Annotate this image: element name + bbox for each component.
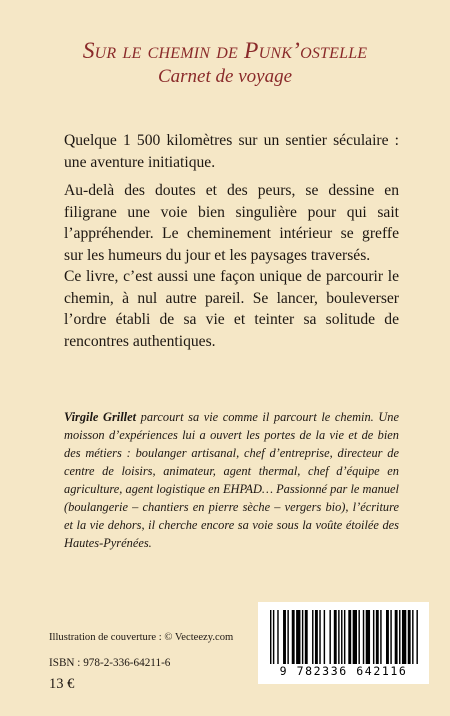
barcode-bar bbox=[329, 610, 330, 664]
barcode-bar bbox=[416, 610, 417, 664]
barcode-bar bbox=[358, 610, 359, 664]
barcode-bar bbox=[315, 610, 318, 664]
barcode-bar bbox=[395, 610, 398, 664]
barcode-bar bbox=[270, 610, 271, 664]
barcode-bar bbox=[344, 610, 345, 664]
barcode-bar bbox=[412, 610, 413, 664]
barcode-bar bbox=[338, 610, 339, 664]
summary-paragraph-3: Ce livre, c’est aussi une façon unique de parcourir le chemin, à nul autre pareil. Se lancer, bouleverser l’ordre établi de sa vie et teinter sa solitude de rencontres authentiques. bbox=[64, 268, 399, 350]
barcode-bar bbox=[390, 610, 391, 664]
barcode-bar bbox=[312, 610, 313, 664]
barcode-bar bbox=[287, 610, 288, 664]
barcode-bar bbox=[341, 610, 342, 664]
barcode-bar bbox=[292, 610, 295, 664]
barcode-bar bbox=[324, 610, 325, 664]
summary-paragraph-1: Quelque 1 500 kilomètres sur un sentier séculaire : une aventure initiatique. bbox=[64, 132, 399, 171]
barcode-bar bbox=[402, 610, 406, 664]
barcode-bar bbox=[277, 610, 278, 664]
barcode-bar bbox=[319, 610, 320, 664]
barcode-bar bbox=[305, 610, 308, 664]
barcode-bar bbox=[376, 610, 379, 664]
barcode-bar bbox=[283, 610, 286, 664]
barcode-bar bbox=[399, 610, 400, 664]
barcode-bar bbox=[273, 610, 274, 664]
barcode-bar bbox=[353, 610, 357, 664]
barcode-bar bbox=[380, 610, 381, 664]
barcode-bar bbox=[408, 610, 411, 664]
barcode-bar bbox=[348, 610, 351, 664]
author-name: Virgile Grillet bbox=[64, 410, 137, 424]
book-title: Sur le chemin de Punk’ostelle bbox=[82, 38, 368, 64]
barcode-bar bbox=[366, 610, 370, 664]
barcode-bar bbox=[373, 610, 374, 664]
barcode bbox=[258, 602, 429, 684]
author-bio bbox=[64, 408, 399, 552]
price: 13 € bbox=[49, 676, 75, 692]
illustration-credit: Illustration de couverture : © Vecteezy.com bbox=[49, 632, 234, 643]
barcode-bar bbox=[296, 610, 300, 664]
author-bio-text: parcourt sa vie comme il parcourt le chemin. Une moisson d’expériences lui a ouvert les portes de la vie et de bien des métiers : boulanger artisanal, chef d’entreprise, directeur de centre de loisirs, animateur, agent thermal, chef d’équipe en agriculture, agent logistique en EHPAD… Passionné par le manuel (boulangerie – chantiers en pierre sèche – vergers bio), l’écriture et la vie dehors, il cherche encore sa voie sous la voûte étoilée des Hautes-Pyrénées. bbox=[64, 410, 399, 550]
barcode-bar bbox=[363, 610, 364, 664]
barcode-bar bbox=[386, 610, 389, 664]
book-subtitle: Carnet de voyage bbox=[157, 66, 292, 87]
barcode-bar bbox=[334, 610, 337, 664]
isbn: ISBN : 978-2-336-64211-6 bbox=[49, 657, 171, 669]
barcode-bar bbox=[302, 610, 303, 664]
barcode-number: 9 782336 642116 bbox=[279, 664, 408, 678]
summary-paragraph-2: Au-delà des doutes et des peurs, se dessine en filigrane une voie bien singulière pour qui sait l’appréhender. Le cheminement intérieur se greffe sur les humeurs du jour et les paysages traversés. bbox=[64, 182, 399, 264]
